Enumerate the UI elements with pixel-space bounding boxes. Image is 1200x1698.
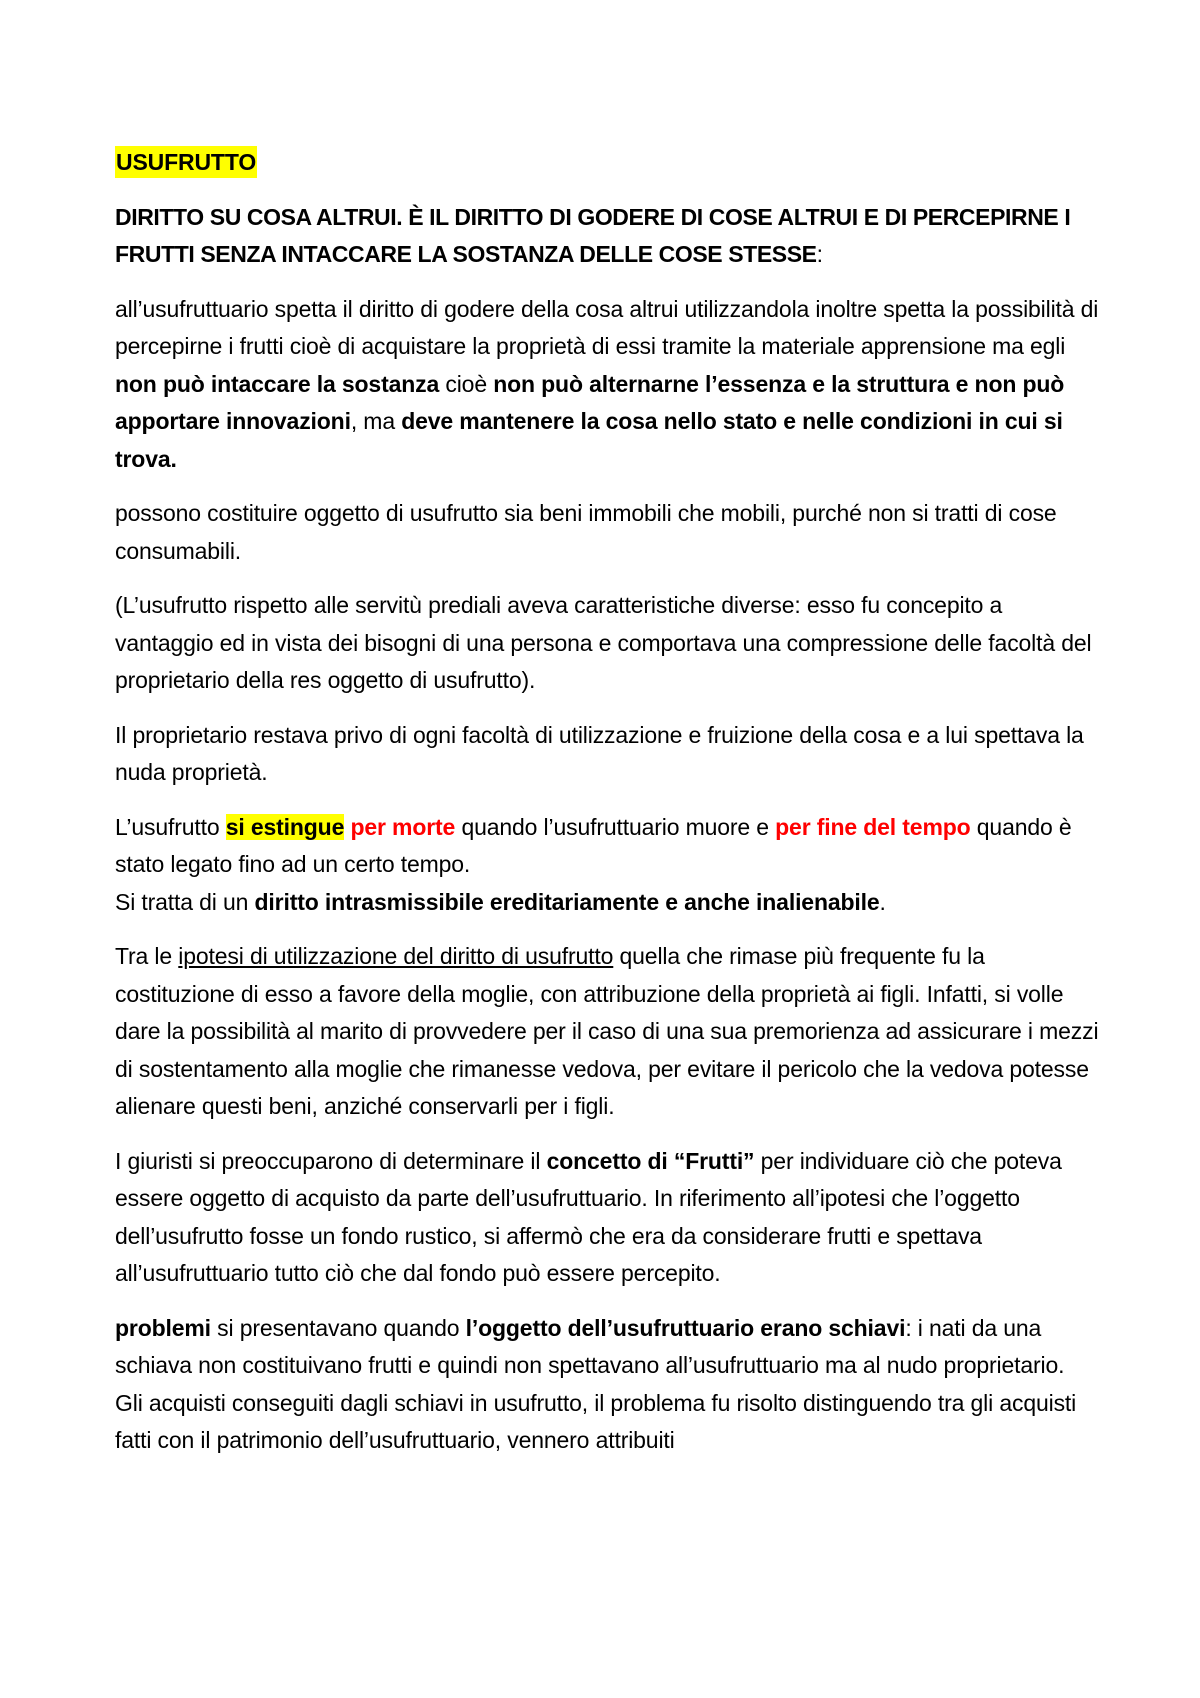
- text-span: quando l’usufruttuario muore e: [455, 813, 776, 840]
- bold-span: concetto di “Frutti”: [546, 1147, 755, 1174]
- red-bold-span: per fine del tempo: [775, 813, 971, 840]
- text-span: Tra le: [115, 943, 179, 969]
- paragraph-frutti: [115, 1143, 1105, 1293]
- text-span: I giuristi si preoccuparono di determinare il: [115, 1147, 547, 1174]
- text-span: per individuare ciò che poteva essere oggetto di acquisto da parte dell’usufruttuario. In riferimento all’ipotesi che l’oggetto dell’usufrutto fosse un fondo rustico, si affermò che era da considerare frutti e spettava all’usufruttuario tutto ciò che dal fondo può essere percepito.: [115, 1147, 1062, 1286]
- bold-span: deve mantenere la cosa nello stato e nelle condizioni in cui si trova.: [115, 408, 1063, 472]
- highlight-span: si estingue: [225, 813, 345, 840]
- definition-headline: [115, 199, 1105, 274]
- bold-span: non può intaccare la sostanza: [115, 370, 440, 397]
- paragraph-proprietario: Il proprietario restava privo di ogni facoltà di utilizzazione e fruizione della cosa e a lui spettava la nuda proprietà.: [115, 721, 1084, 785]
- document-page: [115, 144, 1105, 1477]
- text-span: Gli acquisti conseguiti dagli schiavi in usufrutto, il problema fu risolto distinguendo tra gli acquisti fatti con il patrimonio dell’usufruttuario, vennero attribuiti: [115, 1389, 1077, 1453]
- text-span: all’usufruttuario spetta il diritto di godere della cosa altrui utilizzandola inoltre spetta la possibilità di percepirne i frutti cioè di acquistare la proprietà di essi tramite la materiale apprensione ma egli: [115, 295, 1099, 359]
- text-span: quella che rimase più frequente fu la costituzione di esso a favore della moglie, con attribuzione della proprietà ai figli. Infatti, si volle dare la possibilità al marito di provvedere per il caso di una sua premorienza ad assicurare i mezzi di sostentamento alla moglie che rimanesse vedova, per evitare il pericolo che la vedova potesse alienare questi beni, anziché conservarli per i figli.: [115, 943, 1099, 1119]
- paragraph-servitu: (L’usufrutto rispetto alle servitù prediali aveva caratteristiche diverse: esso fu concepito a vantaggio ed in vista dei bisogni di una persona e comportava una compressione delle facoltà del proprietario della res oggetto di usufrutto).: [115, 592, 1092, 693]
- text-span: quando è stato legato fino ad un certo tempo.: [115, 813, 1072, 877]
- text-span: .: [879, 888, 886, 915]
- text-span: , ma: [350, 408, 402, 434]
- text-span: : i nati da una schiava non costituivano frutti e quindi non spettavano all’usufruttuario ma al nudo proprietario.: [115, 1314, 1065, 1378]
- underlined-span: ipotesi di utilizzazione del diritto di usufrutto: [178, 943, 614, 969]
- paragraph-oggetto: possono costituire oggetto di usufrutto sia beni immobili che mobili, purché non si tratti di cose consumabili.: [115, 500, 1057, 564]
- red-bold-span: per morte: [350, 813, 456, 840]
- title-paragraph: [115, 144, 1105, 182]
- definition-colon: :: [816, 241, 823, 267]
- bold-span: problemi: [115, 1314, 211, 1341]
- text-span: si presentavano quando: [210, 1314, 466, 1341]
- paragraph-schiavi: [115, 1310, 1105, 1460]
- text-span: Si tratta di un: [115, 888, 255, 915]
- paragraph-ipotesi: [115, 938, 1105, 1126]
- text-span: cioè: [439, 370, 494, 397]
- bold-span: diritto intrasmissibile ereditariamente e anche inalienabile: [254, 888, 880, 915]
- bold-span: non può alternarne l’essenza e la struttura e non può apportare innovazioni: [115, 370, 1065, 434]
- bold-span: l’oggetto dell’usufruttuario erano schiavi: [465, 1314, 906, 1341]
- paragraph-estinzione: [115, 809, 1105, 922]
- document-title: USUFRUTTO: [115, 146, 257, 178]
- definition-text: DIRITTO SU COSA ALTRUI. È IL DIRITTO DI GODERE DI COSE ALTRUI E DI PERCEPIRNE I FRUTTI SENZA INTACCARE LA SOSTANZA DELLE COSE STESSE: [115, 203, 1071, 267]
- paragraph-usufruttuario-rights: [115, 291, 1105, 479]
- text-span: L’usufrutto: [115, 813, 226, 840]
